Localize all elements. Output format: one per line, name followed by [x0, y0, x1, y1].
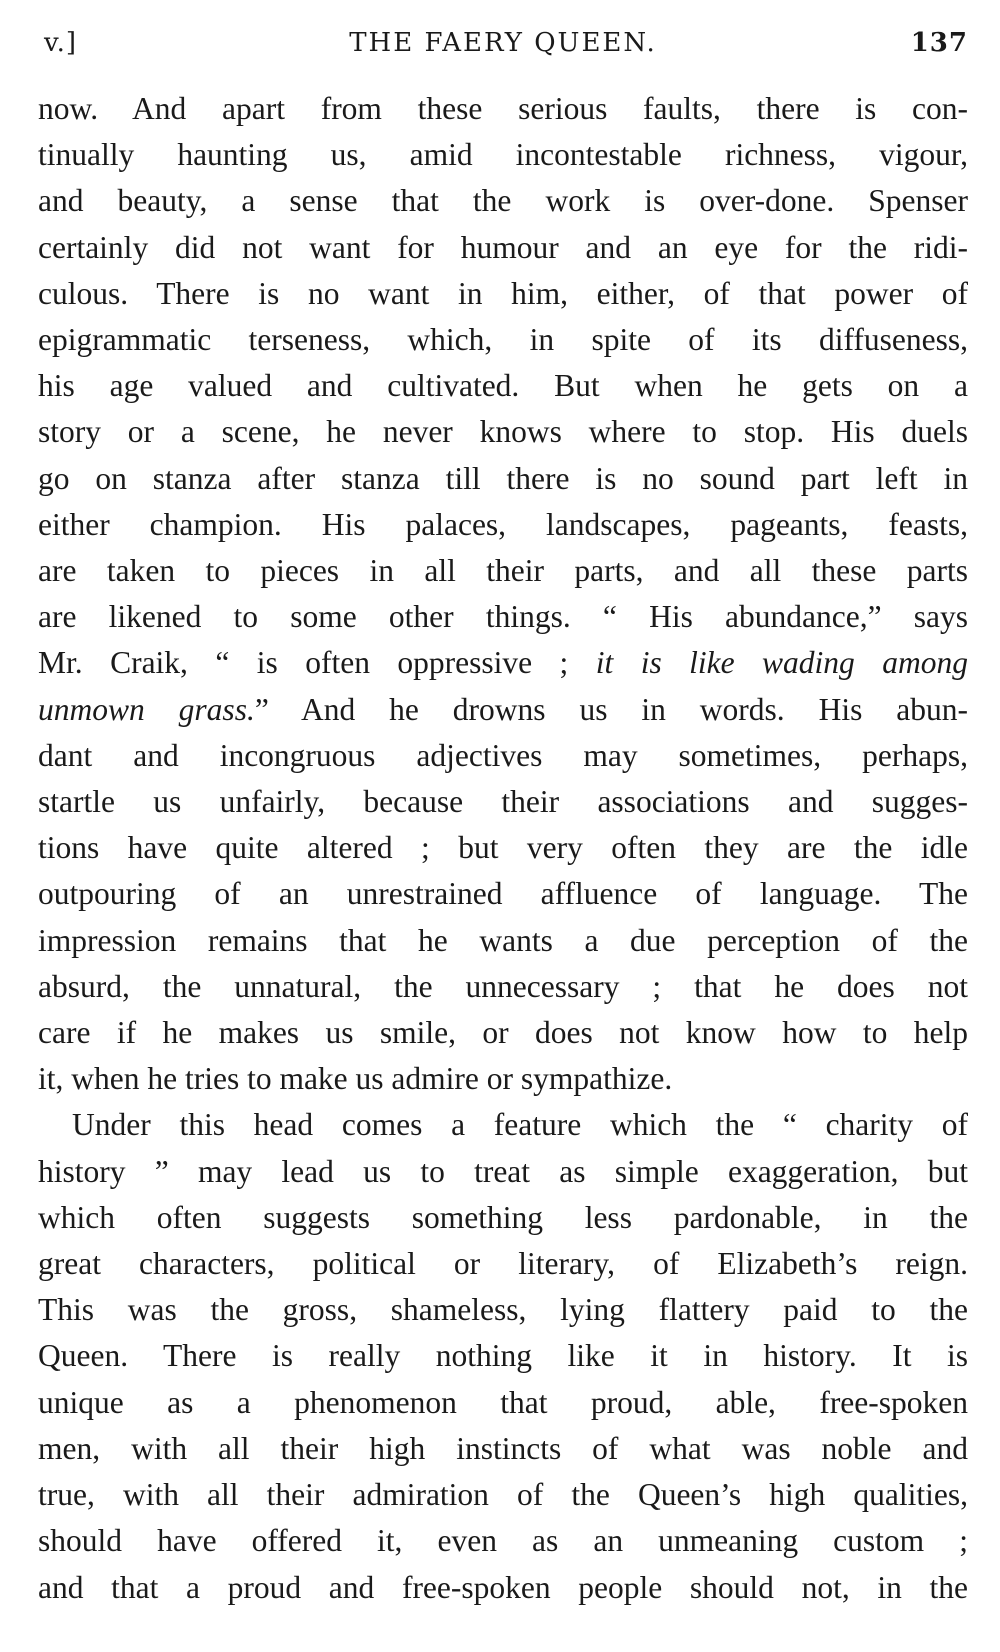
- text-line: tions have quite altered ; but very often they are the idle: [38, 830, 968, 866]
- text-line: and that a proud and free-spoken people should not, in the: [38, 1569, 968, 1605]
- text-line: culous. There is no want in him, either, of that power of: [38, 275, 968, 311]
- text-line: Under this head comes a feature which the “ charity of: [72, 1107, 968, 1143]
- text-line: This was the gross, shameless, lying flattery paid to the: [38, 1292, 968, 1328]
- text-line: which often suggests something less pardonable, in the: [38, 1199, 968, 1235]
- text-line: certainly did not want for humour and an eye for the ridi-: [38, 229, 968, 265]
- text-line: great characters, political or literary, of Elizabeth’s reign.: [38, 1246, 968, 1282]
- text-line: either champion. His palaces, landscapes, pageants, feasts,: [38, 506, 968, 542]
- text-line: are taken to pieces in all their parts, and all these parts: [38, 553, 968, 589]
- craik-quote-start: Mr. Craik, “ is often oppressive ;: [38, 645, 596, 681]
- running-head: [38, 28, 968, 72]
- text-line: true, with all their admiration of the Queen’s high qualities,: [38, 1477, 968, 1513]
- running-title: THE FAERY QUEEN.: [349, 28, 657, 58]
- text-line: epigrammatic terseness, which, in spite of its diffuseness,: [38, 322, 968, 358]
- text-line: go on stanza after stanza till there is no sound part left in: [38, 460, 968, 496]
- text-line: it, when he tries to make us admire or sympathize.: [38, 1061, 673, 1097]
- text-line: dant and incongruous adjectives may sometimes, perhaps,: [38, 737, 968, 773]
- paragraph-2: [38, 1102, 968, 1610]
- text-line-quote-end: [38, 687, 968, 733]
- chapter-marker: v.]: [44, 28, 78, 58]
- text-line: Queen. There is really nothing like it in history. It is: [38, 1338, 968, 1374]
- text-line: tinually haunting us, amid incontestable richness, vigour,: [38, 137, 968, 173]
- paragraph-1: [38, 86, 968, 1102]
- text-line: story or a scene, he never knows where to stop. His duels: [38, 414, 968, 450]
- text-line: now. And apart from these serious faults, there is con-: [38, 91, 968, 126]
- text-line: and beauty, a sense that the work is over-done. Spenser: [38, 183, 968, 219]
- text-line: should have offered it, even as an unmeaning custom ;: [38, 1523, 968, 1559]
- text-line: impression remains that he wants a due perception of the: [38, 922, 968, 958]
- text-line: are likened to some other things. “ His abundance,” says: [38, 599, 968, 635]
- text-line: startle us unfairly, because their associations and sugges-: [38, 784, 968, 820]
- text-line: absurd, the unnatural, the unnecessary ; that he does not: [38, 968, 968, 1004]
- text-line: his age valued and cultivated. But when he gets on a: [38, 368, 968, 404]
- book-page: [38, 28, 968, 1611]
- quote-italic: unmown grass.: [38, 691, 255, 727]
- text-line: outpouring of an unrestrained affluence of language. The: [38, 876, 968, 912]
- text-line: history ” may lead us to treat as simple exaggeration, but: [38, 1153, 968, 1189]
- body-text: [38, 86, 968, 1611]
- text-line-craik-quote: [38, 640, 968, 686]
- craik-quote-italic: it is like wading among: [595, 645, 968, 681]
- text-line: men, with all their high instincts of what was noble and: [38, 1430, 968, 1466]
- quote-after: ” And he drowns us in words. His abun-: [254, 691, 968, 727]
- text-line: care if he makes us smile, or does not know how to help: [38, 1015, 968, 1051]
- page-number: 137: [910, 28, 968, 58]
- text-line: unique as a phenomenon that proud, able, free-spoken: [38, 1384, 968, 1420]
